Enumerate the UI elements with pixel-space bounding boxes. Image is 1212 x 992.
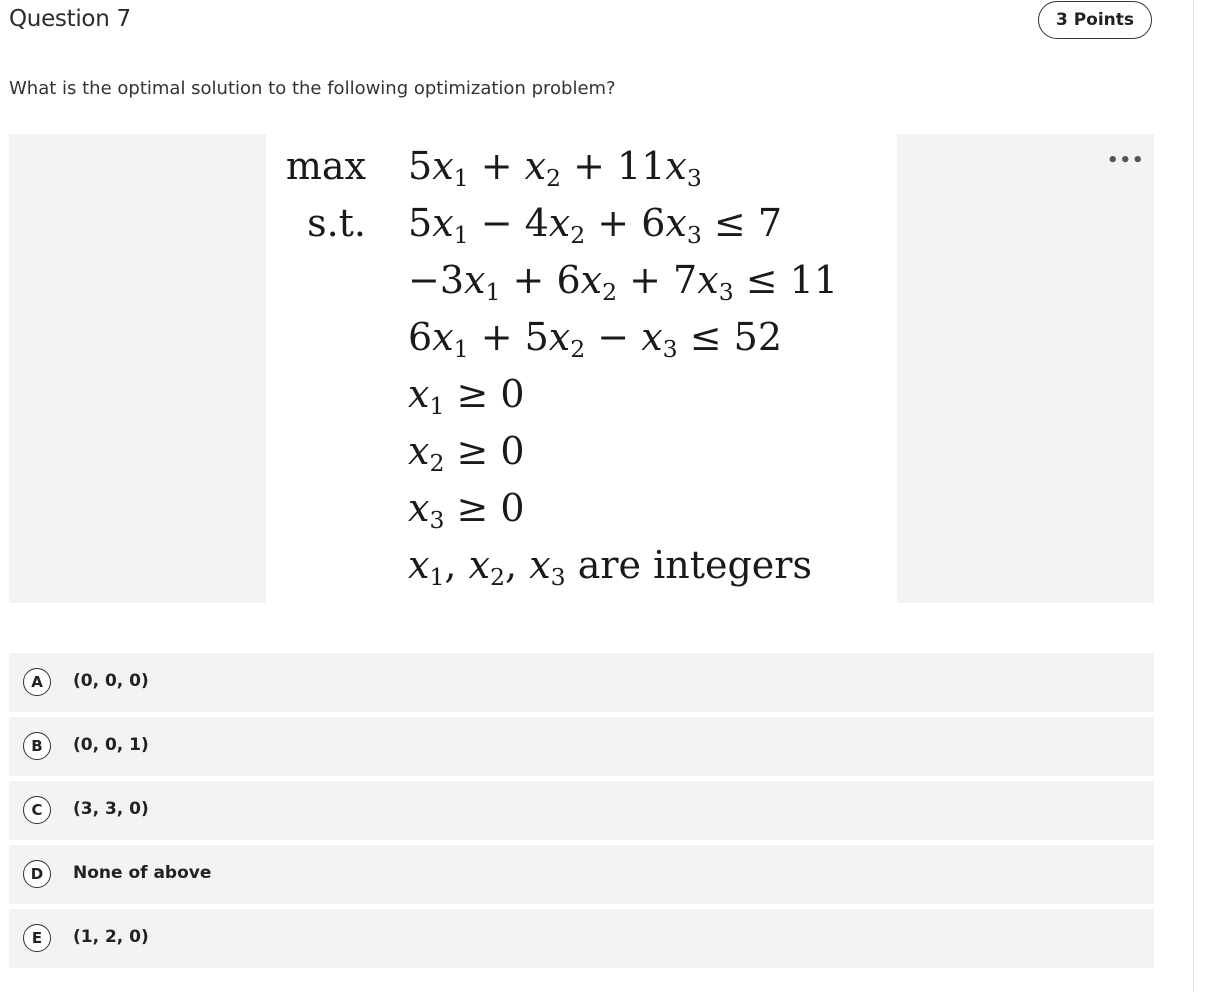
option-text: (1, 2, 0) (73, 927, 149, 947)
option-text: (3, 3, 0) (73, 799, 149, 819)
option-text: (0, 0, 0) (73, 671, 149, 691)
constraint-x1-nonneg: $x_1 \ge 0$ (408, 372, 525, 421)
option-letter: D (23, 860, 51, 888)
question-title: Question 7 (9, 6, 131, 32)
points-badge: 3 Points (1038, 1, 1152, 39)
constraint-3: $6x_1 + 5x_2 - x_3 \le 52$ (408, 315, 782, 364)
option-c[interactable] (9, 781, 1154, 840)
objective-function: $5x_1 + x_2 + 11x_3$ (408, 144, 702, 193)
option-text: (0, 0, 1) (73, 735, 149, 755)
constraint-1: $5x_1 - 4x_2 + 6x_3 \le 7$ (408, 201, 783, 250)
constraint-2: $-3x_1 + 6x_2 + 7x_3 \le 11$ (408, 258, 839, 307)
option-e[interactable] (9, 909, 1154, 968)
option-text: None of above (73, 863, 212, 883)
option-letter: C (23, 796, 51, 824)
option-b[interactable] (9, 717, 1154, 776)
constraint-label: s.t. (307, 201, 366, 245)
more-options-icon[interactable]: ••• (1107, 150, 1145, 171)
option-letter: A (23, 668, 51, 696)
constraint-x3-nonneg: $x_3 \ge 0$ (408, 486, 525, 535)
question-prompt: What is the optimal solution to the following optimization problem? (9, 78, 616, 99)
constraint-x2-nonneg: $x_2 \ge 0$ (408, 429, 525, 478)
page-divider (1193, 0, 1194, 992)
constraint-integers: $x_1$, $x_2$, $x_3$ are integers (408, 543, 812, 592)
option-letter: E (23, 924, 51, 952)
option-a[interactable] (9, 653, 1154, 712)
option-letter: B (23, 732, 51, 760)
option-d[interactable] (9, 845, 1154, 904)
objective-label: max (285, 144, 366, 188)
